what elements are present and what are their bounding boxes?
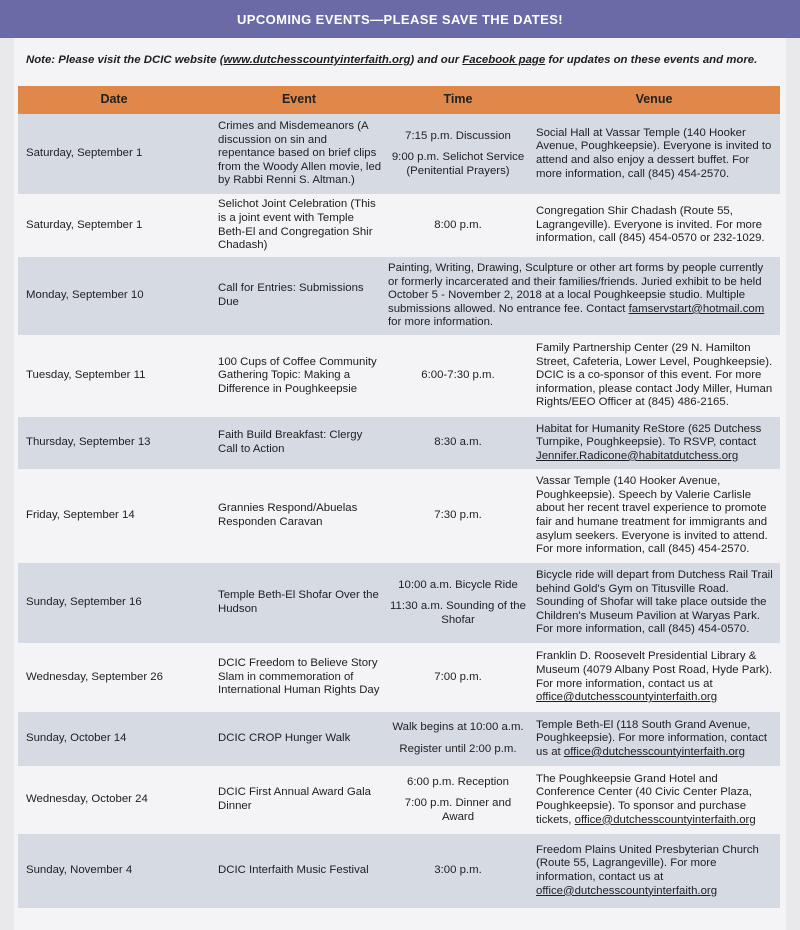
facebook-link[interactable]: Facebook page	[462, 54, 546, 66]
event-time	[388, 335, 528, 417]
event-time	[388, 834, 528, 908]
event-time	[388, 194, 528, 257]
venue-text: Franklin D. Roosevelt Presidential Library & Museum (4079 Albany Post Road, Hyde Park). For more information, contact us at	[536, 650, 773, 690]
venue-text: Temple Beth-El (118 South Grand Avenue, Poughkeepsie). For more information, contact us at	[536, 718, 768, 758]
event-date: Wednesday, September 26	[18, 643, 210, 712]
note-suffix: for updates on these events and more.	[545, 54, 758, 66]
venue-email-link[interactable]: office@dutchesscountyinterfaith.org	[563, 745, 745, 758]
table-row	[18, 335, 780, 417]
event-time	[388, 766, 528, 834]
event-name: DCIC Interfaith Music Festival	[210, 834, 388, 908]
event-name: Call for Entries: Submissions Due	[210, 257, 388, 335]
venue-email-link[interactable]: Jennifer.Radicone@habitatdutchess.org	[536, 449, 739, 462]
event-date: Sunday, October 14	[18, 712, 210, 766]
table-row	[18, 834, 780, 908]
event-venue	[528, 417, 780, 469]
banner-title: UPCOMING EVENTS—PLEASE SAVE THE DATES!	[0, 0, 800, 38]
event-date: Thursday, September 13	[18, 417, 210, 469]
time-line: 7:00 p.m. Dinner and Award	[404, 797, 512, 823]
event-venue: Congregation Shir Chadash (Route 55, Lagrangeville). Everyone is invited. For more information, call (845) 454-0570 or 232-1029.	[528, 194, 780, 257]
header-time: Time	[388, 86, 528, 114]
combined-tail: for more information.	[388, 316, 494, 329]
event-name: DCIC Freedom to Believe Story Slam in commemoration of International Human Rights Day	[210, 643, 388, 712]
event-name: Faith Build Breakfast: Clergy Call to Action	[210, 417, 388, 469]
event-date: Saturday, September 1	[18, 114, 210, 194]
event-time	[388, 469, 528, 563]
table-row	[18, 257, 780, 335]
event-date: Monday, September 10	[18, 257, 210, 335]
time-line: 8:00 p.m.	[434, 218, 482, 231]
event-name: DCIC First Annual Award Gala Dinner	[210, 766, 388, 834]
table-row	[18, 712, 780, 766]
event-venue: Vassar Temple (140 Hooker Avenue, Poughkeepsie). Speech by Valerie Carlisle about her recent travel experience to promote fair and humane treatment for immigrants and asylum seekers. Everyone is invited to attend. For more information, call (845) 454-2570.	[528, 469, 780, 563]
time-line: 6:00-7:30 p.m.	[421, 369, 495, 382]
event-combined-details	[388, 257, 780, 335]
event-venue	[528, 712, 780, 766]
events-sheet	[14, 38, 786, 930]
event-name: 100 Cups of Coffee Community Gathering Topic: Making a Difference in Poughkeepsie	[210, 335, 388, 417]
header-date: Date	[18, 86, 210, 114]
event-venue: Family Partnership Center (29 N. Hamilton Street, Cafeteria, Lower Level, Poughkeepsie). DCIC is a co-sponsor of this event. For more information, please contact Jody Miller, Human Rights/EEO Officer at (845) 486-2165.	[528, 335, 780, 417]
event-venue	[528, 834, 780, 908]
note-middle: ) and our	[410, 54, 463, 66]
note-prefix: Note: Please visit the DCIC website (	[26, 54, 224, 66]
event-name: DCIC CROP Hunger Walk	[210, 712, 388, 766]
venue-email-link[interactable]: office@dutchesscountyinterfaith.org	[536, 884, 718, 897]
event-venue	[528, 643, 780, 712]
website-link[interactable]: www.dutchesscountyinterfaith.org	[223, 54, 411, 66]
event-date: Friday, September 14	[18, 469, 210, 563]
time-line: 10:00 a.m. Bicycle Ride	[398, 578, 518, 591]
event-name: Temple Beth-El Shofar Over the Hudson	[210, 563, 388, 643]
time-line: 9:00 p.m. Selichot Service (Penitential Prayers)	[391, 151, 525, 177]
event-date: Wednesday, October 24	[18, 766, 210, 834]
venue-email-link[interactable]: office@dutchesscountyinterfaith.org	[536, 691, 718, 704]
time-line: 11:30 a.m. Sounding of the Shofar	[390, 600, 526, 626]
event-date: Sunday, November 4	[18, 834, 210, 908]
events-table	[18, 86, 780, 908]
event-date: Saturday, September 1	[18, 194, 210, 257]
venue-email-link[interactable]: office@dutchesscountyinterfaith.org	[574, 813, 756, 826]
time-line: 3:00 p.m.	[434, 864, 482, 877]
event-time	[388, 417, 528, 469]
event-time	[388, 712, 528, 766]
table-row	[18, 417, 780, 469]
time-line: 6:00 p.m. Reception	[407, 775, 509, 788]
combined-text: Painting, Writing, Drawing, Sculpture or other art forms by people currently or formerly incarcerated and their families/friends. Juried exhibit to be held October 5 - November 2, 2018 at a local Poughkeepsie studio. Multiple submissions allowed. No entrance fee. Contact	[388, 262, 764, 315]
event-name: Selichot Joint Celebration (This is a joint event with Temple Beth-El and Congregation Shir Chadash)	[210, 194, 388, 257]
event-date: Sunday, September 16	[18, 563, 210, 643]
event-venue	[528, 766, 780, 834]
venue-text: The Poughkeepsie Grand Hotel and Conference Center (40 Civic Center Plaza, Poughkeepsie). To sponsor and purchase tickets,	[536, 772, 752, 826]
time-line: 7:00 p.m.	[434, 670, 482, 683]
time-line: Register until 2:00 p.m.	[399, 743, 517, 755]
combined-email-link[interactable]: famservstart@hotmail.com	[628, 302, 765, 315]
table-row	[18, 563, 780, 643]
venue-text: Habitat for Humanity ReStore (625 Dutchess Turnpike, Poughkeepsie). To RSVP, contact	[536, 422, 762, 449]
event-venue: Bicycle ride will depart from Dutchess Rail Trail behind Gold's Gym on Titusville Road. Sounding of Shofar will take place outside the Children's Museum Pavilion at Waryas Park. For more information, call (845) 454-0570.	[528, 563, 780, 643]
table-row	[18, 766, 780, 834]
table-row	[18, 643, 780, 712]
time-line: Walk begins at 10:00 a.m.	[392, 721, 524, 734]
header-venue: Venue	[528, 86, 780, 114]
header-event: Event	[210, 86, 388, 114]
table-row	[18, 114, 780, 194]
event-time	[388, 563, 528, 643]
time-line: 8:30 a.m.	[434, 436, 482, 449]
time-line: 7:30 p.m.	[434, 509, 482, 522]
event-venue: Social Hall at Vassar Temple (140 Hooker Avenue, Poughkeepsie). Everyone is invited to attend and also enjoy a dessert buffet. For more information, call (845) 454-2570.	[528, 114, 780, 194]
table-row	[18, 469, 780, 563]
event-name: Crimes and Misdemeanors (A discussion on sin and repentance based on brief clips from the Woody Allen movie, led by Rabbi Renni S. Altman.)	[210, 114, 388, 194]
note-text	[26, 54, 778, 66]
event-time	[388, 643, 528, 712]
venue-text: Freedom Plains United Presbyterian Church (Route 55, Lagrangeville). For more information, contact us at	[536, 843, 759, 883]
time-line: 7:15 p.m. Discussion	[405, 129, 511, 142]
events-body	[18, 114, 780, 908]
event-time	[388, 114, 528, 194]
event-date: Tuesday, September 11	[18, 335, 210, 417]
header-row	[18, 86, 780, 114]
event-name: Grannies Respond/Abuelas Responden Caravan	[210, 469, 388, 563]
table-row	[18, 194, 780, 257]
